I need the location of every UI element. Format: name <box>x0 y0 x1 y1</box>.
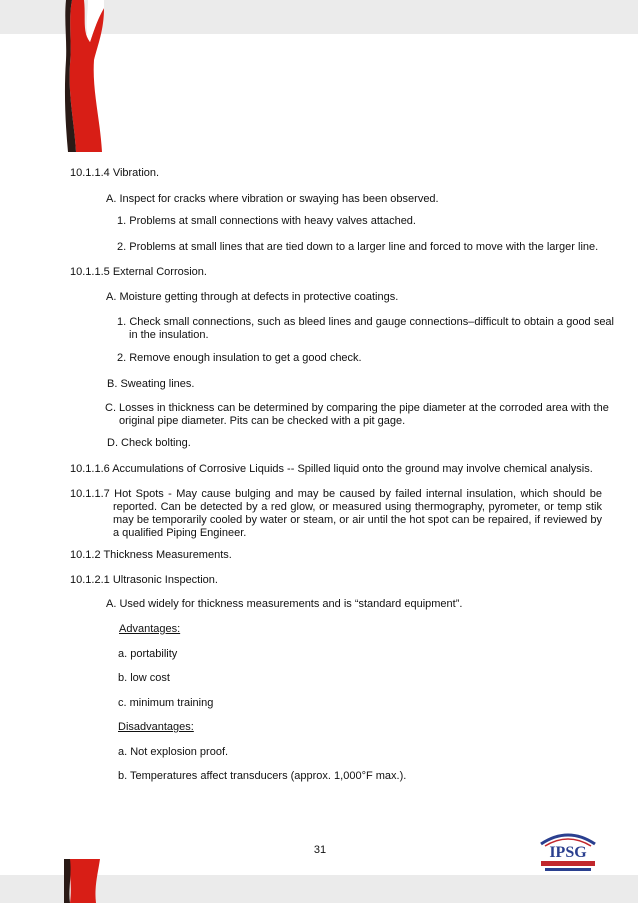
section-10-1-1-7: 10.1.1.7 Hot Spots - May cause bulging and may be caused by failed internal insulation, which should be reported. Can be detected by a red glow, or measured using thermography, pyrometer, or temp stik may be temporarily cooled by water or steam, or air until the hot spot can be repaired, if reviewed by a qualified Piping Engineer. <box>70 488 602 539</box>
section-10-1-1-4: 10.1.1.4 Vibration. <box>70 167 160 179</box>
corrosion-item-b: B. Sweating lines. <box>107 378 195 390</box>
vibration-item-2: 2. Problems at small lines that are tied down to a larger line and forced to move with the larger line. <box>117 241 599 253</box>
flame-ribbon-top <box>64 0 108 152</box>
section-10-1-2: 10.1.2 Thickness Measurements. <box>70 549 232 561</box>
section-10-1-1-6: 10.1.1.6 Accumulations of Corrosive Liquids -- Spilled liquid onto the ground may involve chemical analysis. <box>70 463 593 475</box>
vibration-item-a: A. Inspect for cracks where vibration or swaying has been observed. <box>106 193 439 205</box>
disadvantage-b: b. Temperatures affect transducers (approx. 1,000°F max.). <box>118 770 407 782</box>
vibration-item-1: 1. Problems at small connections with heavy valves attached. <box>117 215 416 227</box>
advantage-c: c. minimum training <box>118 697 214 709</box>
disadvantage-a: a. Not explosion proof. <box>118 746 229 758</box>
disadvantages-heading: Disadvantages: <box>118 721 194 733</box>
corrosion-item-d: D. Check bolting. <box>107 437 191 449</box>
corrosion-item-2: 2. Remove enough insulation to get a good check. <box>117 352 362 364</box>
corrosion-item-a: A. Moisture getting through at defects in protective coatings. <box>106 291 399 303</box>
section-10-1-2-1: 10.1.2.1 Ultrasonic Inspection. <box>70 574 218 586</box>
ultrasonic-item-a: A. Used widely for thickness measurements and is “standard equipment”. <box>106 598 463 610</box>
corrosion-item-c: C. Losses in thickness can be determined by comparing the pipe diameter at the corroded area with the original pipe diameter. Pits can be checked with a pit gage. <box>105 402 609 427</box>
corrosion-item-1: 1. Check small connections, such as bleed lines and gauge connections–difficult to obtain a good seal in the insulation. <box>117 316 614 341</box>
advantages-heading: Advantages: <box>119 623 181 635</box>
flame-ribbon-bottom <box>64 859 108 903</box>
advantage-b: b. low cost <box>118 672 170 684</box>
page-number: 31 <box>313 844 327 856</box>
section-10-1-1-5: 10.1.1.5 External Corrosion. <box>70 266 207 278</box>
advantage-a: a. portability <box>118 648 178 660</box>
svg-text:IPSG: IPSG <box>549 844 587 861</box>
ipsg-logo <box>535 824 601 874</box>
